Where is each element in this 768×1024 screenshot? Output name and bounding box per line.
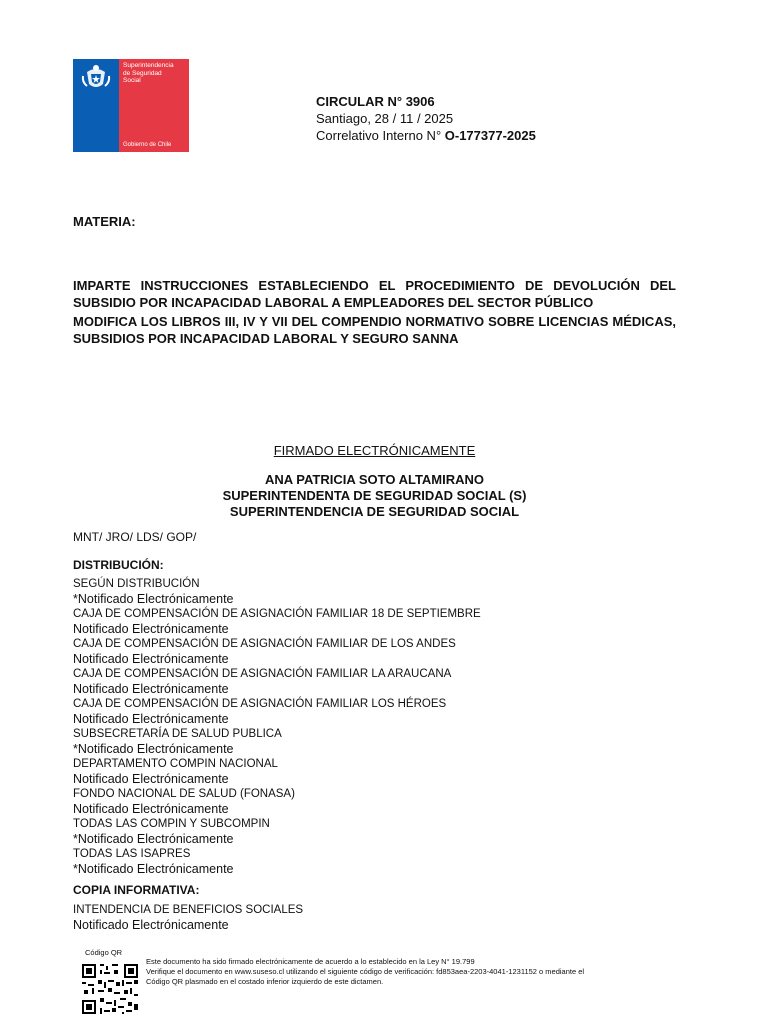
distribution-recipient: TODAS LAS ISAPRES [73,848,191,860]
copy-title: COPIA INFORMATIVA: [73,883,200,897]
distribution-note: *Notificado Electrónicamente [73,832,234,846]
suseso-logo [73,59,189,152]
logo-institution-name [123,62,174,85]
correlativo-label: Correlativo Interno N° [316,128,442,143]
distribution-note: Notificado Electrónicamente [73,682,229,696]
copy-recipient: INTENDENCIA DE BENEFICIOS SOCIALES [73,904,304,916]
signature-title: FIRMADO ELECTRÓNICAMENTE [273,443,476,458]
distribution-recipient: CAJA DE COMPENSACIÓN DE ASIGNACIÓN FAMILIAR LA ARAUCANA [73,668,452,680]
subject-paragraph: MODIFICA LOS LIBROS III, IV Y VII DEL COMPENDIO NORMATIVO SOBRE LICENCIAS MÉDICAS, SUBSIDIOS POR INCAPACIDAD LABORAL Y SEGURO SANNA [73,314,676,346]
distribution-title: DISTRIBUCIÓN: [73,558,164,572]
logo-blue-panel [73,59,119,152]
circular-date: Santiago, 28 / 11 / 2025 [316,111,454,126]
signer-name: ANA PATRICIA SOTO ALTAMIRANO [264,472,485,487]
distribution-note: Notificado Electrónicamente [73,652,229,666]
copy-note: Notificado Electrónicamente [73,918,229,932]
distribution-recipient: FONDO NACIONAL DE SALUD (FONASA) [73,788,295,800]
distribution-note: *Notificado Electrónicamente [73,862,234,876]
footer-line: Este documento ha sido firmado electrónicamente de acuerdo a lo establecido en la Ley N° 19.799 [146,957,475,966]
distribution-recipient: TODAS LAS COMPIN Y SUBCOMPIN [73,818,270,830]
qr-label: Código QR [85,948,123,957]
circular-header [316,93,536,144]
distribution-list [73,577,481,877]
logo-line: Social [123,77,141,84]
footer-line: Verifique el documento en www.suseso.cl utilizando el siguiente código de verificación: fd853aea-2203-4041-1231152 o mediante el [146,967,585,976]
footer-line: Código QR plasmado en el costado inferior izquierdo de este dictamen. [146,977,384,986]
distribution-recipient: SUBSECRETARÍA DE SALUD PUBLICA [73,728,282,740]
qr-code-icon [82,964,138,1014]
logo-government-text: Gobierno de Chile [123,142,172,148]
signer-organization: SUPERINTENDENCIA DE SEGURIDAD SOCIAL [229,504,520,519]
circular-number: CIRCULAR N° 3906 [316,94,435,109]
author-initials: MNT/ JRO/ LDS/ GOP/ [73,530,197,544]
coat-of-arms-icon [79,62,113,92]
correlativo [316,127,536,144]
distribution-note: *Notificado Electrónicamente [73,742,234,756]
distribution-note: Notificado Electrónicamente [73,712,229,726]
logo-line: Superintendencia [123,62,174,69]
signer-role: SUPERINTENDENTA DE SEGURIDAD SOCIAL (S) [222,488,527,503]
distribution-note: Notificado Electrónicamente [73,772,229,786]
subject-paragraph: IMPARTE INSTRUCCIONES ESTABLECIENDO EL PROCEDIMIENTO DE DEVOLUCIÓN DEL SUBSIDIO POR INCAPACIDAD LABORAL A EMPLEADORES DEL SECTOR PÚBLICO [73,278,676,310]
distribution-note: *Notificado Electrónicamente [73,592,234,606]
logo-line: de Seguridad [123,69,162,77]
distribution-note: Notificado Electrónicamente [73,802,229,816]
distribution-recipient: CAJA DE COMPENSACIÓN DE ASIGNACIÓN FAMILIAR LOS HÉROES [73,698,447,710]
verification-footer [146,957,686,987]
correlativo-value: O-177377-2025 [444,128,536,143]
copy-list [73,903,303,933]
distribution-recipient: SEGÚN DISTRIBUCIÓN [73,578,200,590]
distribution-note: Notificado Electrónicamente [73,622,229,636]
distribution-recipient: CAJA DE COMPENSACIÓN DE ASIGNACIÓN FAMILIAR 18 DE SEPTIEMBRE [73,608,481,620]
materia-label: MATERIA: [73,214,136,229]
distribution-recipient: CAJA DE COMPENSACIÓN DE ASIGNACIÓN FAMILIAR DE LOS ANDES [73,638,456,650]
distribution-recipient: DEPARTAMENTO COMPIN NACIONAL [73,758,278,770]
